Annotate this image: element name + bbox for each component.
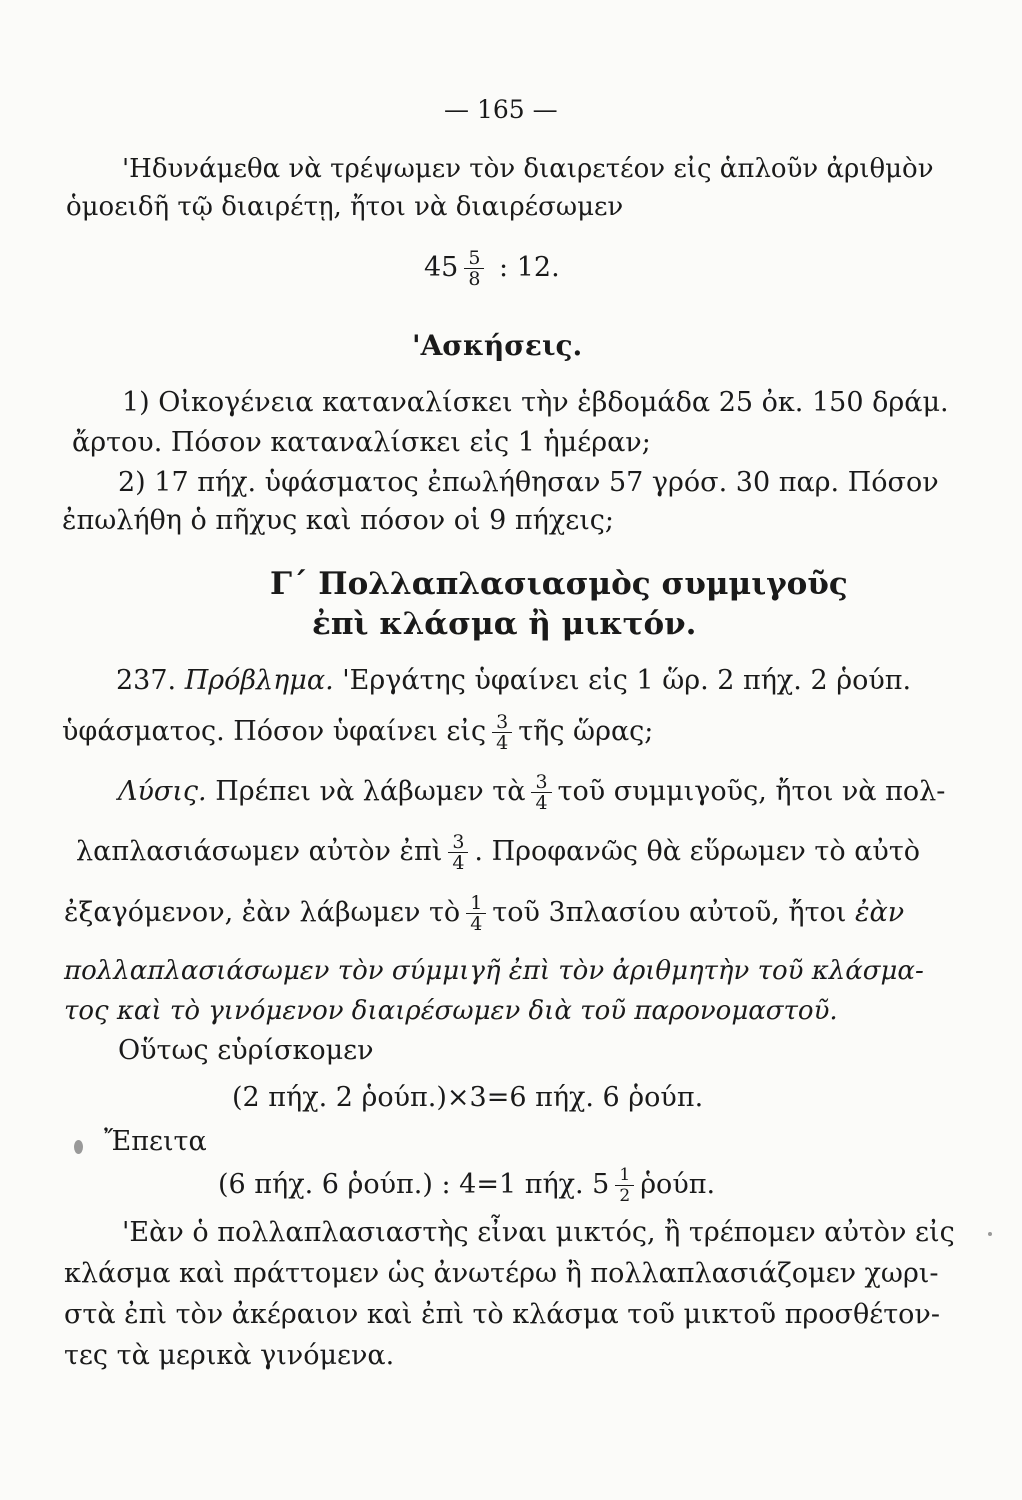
then-text: Ἔπειτα — [104, 1126, 207, 1157]
exercises-heading: 'Ασκήσεις. — [412, 329, 583, 362]
exercise-1-line-1: 1) Οἰκογένεια καταναλίσκει τὴν ἑβδομάδα 25 ὀκ. 150 δράμ. — [122, 387, 949, 418]
exercise-1-line-2: ἄρτου. Πόσον καταναλίσκει εἰς 1 ἡμέραν; — [72, 427, 651, 458]
solution-fraction — [448, 832, 468, 873]
solution-fraction — [466, 893, 486, 934]
intro-line-2: ὁμοειδῆ τῷ διαιρέτῃ, ἤτοι νὰ διαιρέσωμεν — [66, 192, 624, 222]
formula-whole: 45 — [424, 252, 459, 283]
exercise-2-line-1: 2) 17 πήχ. ὑφάσματος ἐπωλήθησαν 57 γρόσ. 30 παρ. Πόσον — [118, 467, 939, 498]
rule-line-2: τος καὶ τὸ γινόμενον διαιρέσωμεν διὰ τοῦ παρονομαστοῦ. — [64, 996, 838, 1026]
denominator: 4 — [452, 852, 465, 874]
solution-line-1 — [118, 772, 945, 813]
formula-denominator: 8 — [468, 268, 481, 290]
solution-text: Πρέπει νὰ λάβωμεν τὰ — [215, 776, 526, 807]
numerator: 1 — [615, 1165, 634, 1186]
problem-line-2 — [62, 712, 653, 753]
calculation-2-fraction — [615, 1165, 634, 1206]
exercise-2-line-2: ἐπωλήθη ὁ πῆχυς καὶ πόσον οἱ 9 πήχεις; — [62, 505, 615, 536]
denominator: 4 — [496, 732, 509, 754]
calculation-2-main: (6 πήχ. 6 ῥούπ.) : 4=1 πήχ. 5 — [218, 1169, 610, 1200]
solution-line-2 — [76, 832, 920, 873]
numerator: 3 — [448, 832, 468, 853]
solution-text: . Προφανῶς θὰ εὕρωμεν τὸ αὐτὸ — [474, 836, 921, 867]
problem-label: Πρόβλημα. — [184, 665, 334, 696]
section-heading-line-1: Γ΄ Πολλαπλασιασμὸς συμμιγοῦς — [270, 566, 848, 602]
final-paragraph-line-4: τες τὰ μερικὰ γινόμενα. — [64, 1340, 395, 1371]
formula-numerator: 5 — [464, 248, 484, 269]
final-paragraph-line-1: 'Εὰν ὁ πολλαπλασιαστὴς εἶναι μικτός, ἢ τρέπομεν αὐτὸν εἰς — [122, 1217, 955, 1248]
numerator: 1 — [466, 893, 486, 914]
numerator: 3 — [531, 772, 551, 793]
intro-formula — [424, 248, 560, 289]
calculation-2 — [218, 1165, 715, 1206]
solution-text: τοῦ συμμιγοῦς, ἤτοι νὰ πολ- — [557, 776, 946, 807]
problem-number: 237. — [116, 665, 177, 696]
problem-line-1 — [116, 665, 911, 697]
formula-fraction — [464, 248, 484, 289]
final-paragraph-line-2: κλάσμα καὶ πράττομεν ὡς ἀνωτέρω ἢ πολλαπλασιάζομεν χωρι- — [64, 1258, 939, 1289]
final-paragraph-line-3: στὰ ἐπὶ τὸν ἀκέραιον καὶ ἐπὶ τὸ κλάσμα τοῦ μικτοῦ προσθέτον- — [64, 1299, 940, 1330]
numerator: 3 — [492, 712, 512, 733]
rule-line-1: πολλαπλασιάσωμεν τὸν σύμμιγῆ ἐπὶ τὸν ἀριθμητὴν τοῦ κλάσμα- — [64, 956, 924, 986]
calculation-1: (2 πήχ. 2 ῥούπ.)×3=6 πήχ. 6 ῥούπ. — [232, 1082, 704, 1113]
solution-label: Λύσις. — [118, 776, 207, 807]
section-heading-line-2: ἐπὶ κλάσμα ἢ μικτόν. — [312, 606, 697, 642]
thus-text: Οὕτως εὑρίσκομεν — [118, 1035, 374, 1066]
solution-text: τοῦ 3πλασίου αὐτοῦ, ἤτοι — [492, 897, 847, 928]
problem-question: ὑφάσματος. Πόσον ὑφαίνει εἰς — [62, 716, 487, 747]
solution-italic-text: ἐὰν — [854, 897, 905, 928]
print-blemish — [988, 1232, 992, 1236]
solution-line-3 — [64, 893, 904, 934]
problem-statement: 'Εργάτης ὑφαίνει εἰς 1 ὥρ. 2 πήχ. 2 ῥούπ. — [342, 665, 912, 696]
page-number: — 165 — — [444, 95, 558, 124]
solution-text: λαπλασιάσωμεν αὐτὸν ἐπὶ — [76, 836, 443, 867]
denominator: 4 — [535, 792, 548, 814]
intro-line-1: 'Ηδυνάμεθα νὰ τρέψωμεν τὸν διαιρετέον εἰς ἁπλοῦν ἀριθμὸν — [122, 154, 934, 184]
calculation-2-unit: ῥούπ. — [640, 1169, 716, 1200]
problem-question-end: τῆς ὥρας; — [518, 716, 654, 747]
solution-text: ἐξαγόμενον, ἐὰν λάβωμεν τὸ — [64, 897, 461, 928]
denominator: 4 — [470, 913, 483, 935]
denominator: 2 — [619, 1186, 631, 1206]
solution-fraction — [531, 772, 551, 813]
formula-divisor: : 12. — [499, 252, 560, 283]
print-blemish — [74, 1140, 83, 1154]
problem-fraction — [492, 712, 512, 753]
